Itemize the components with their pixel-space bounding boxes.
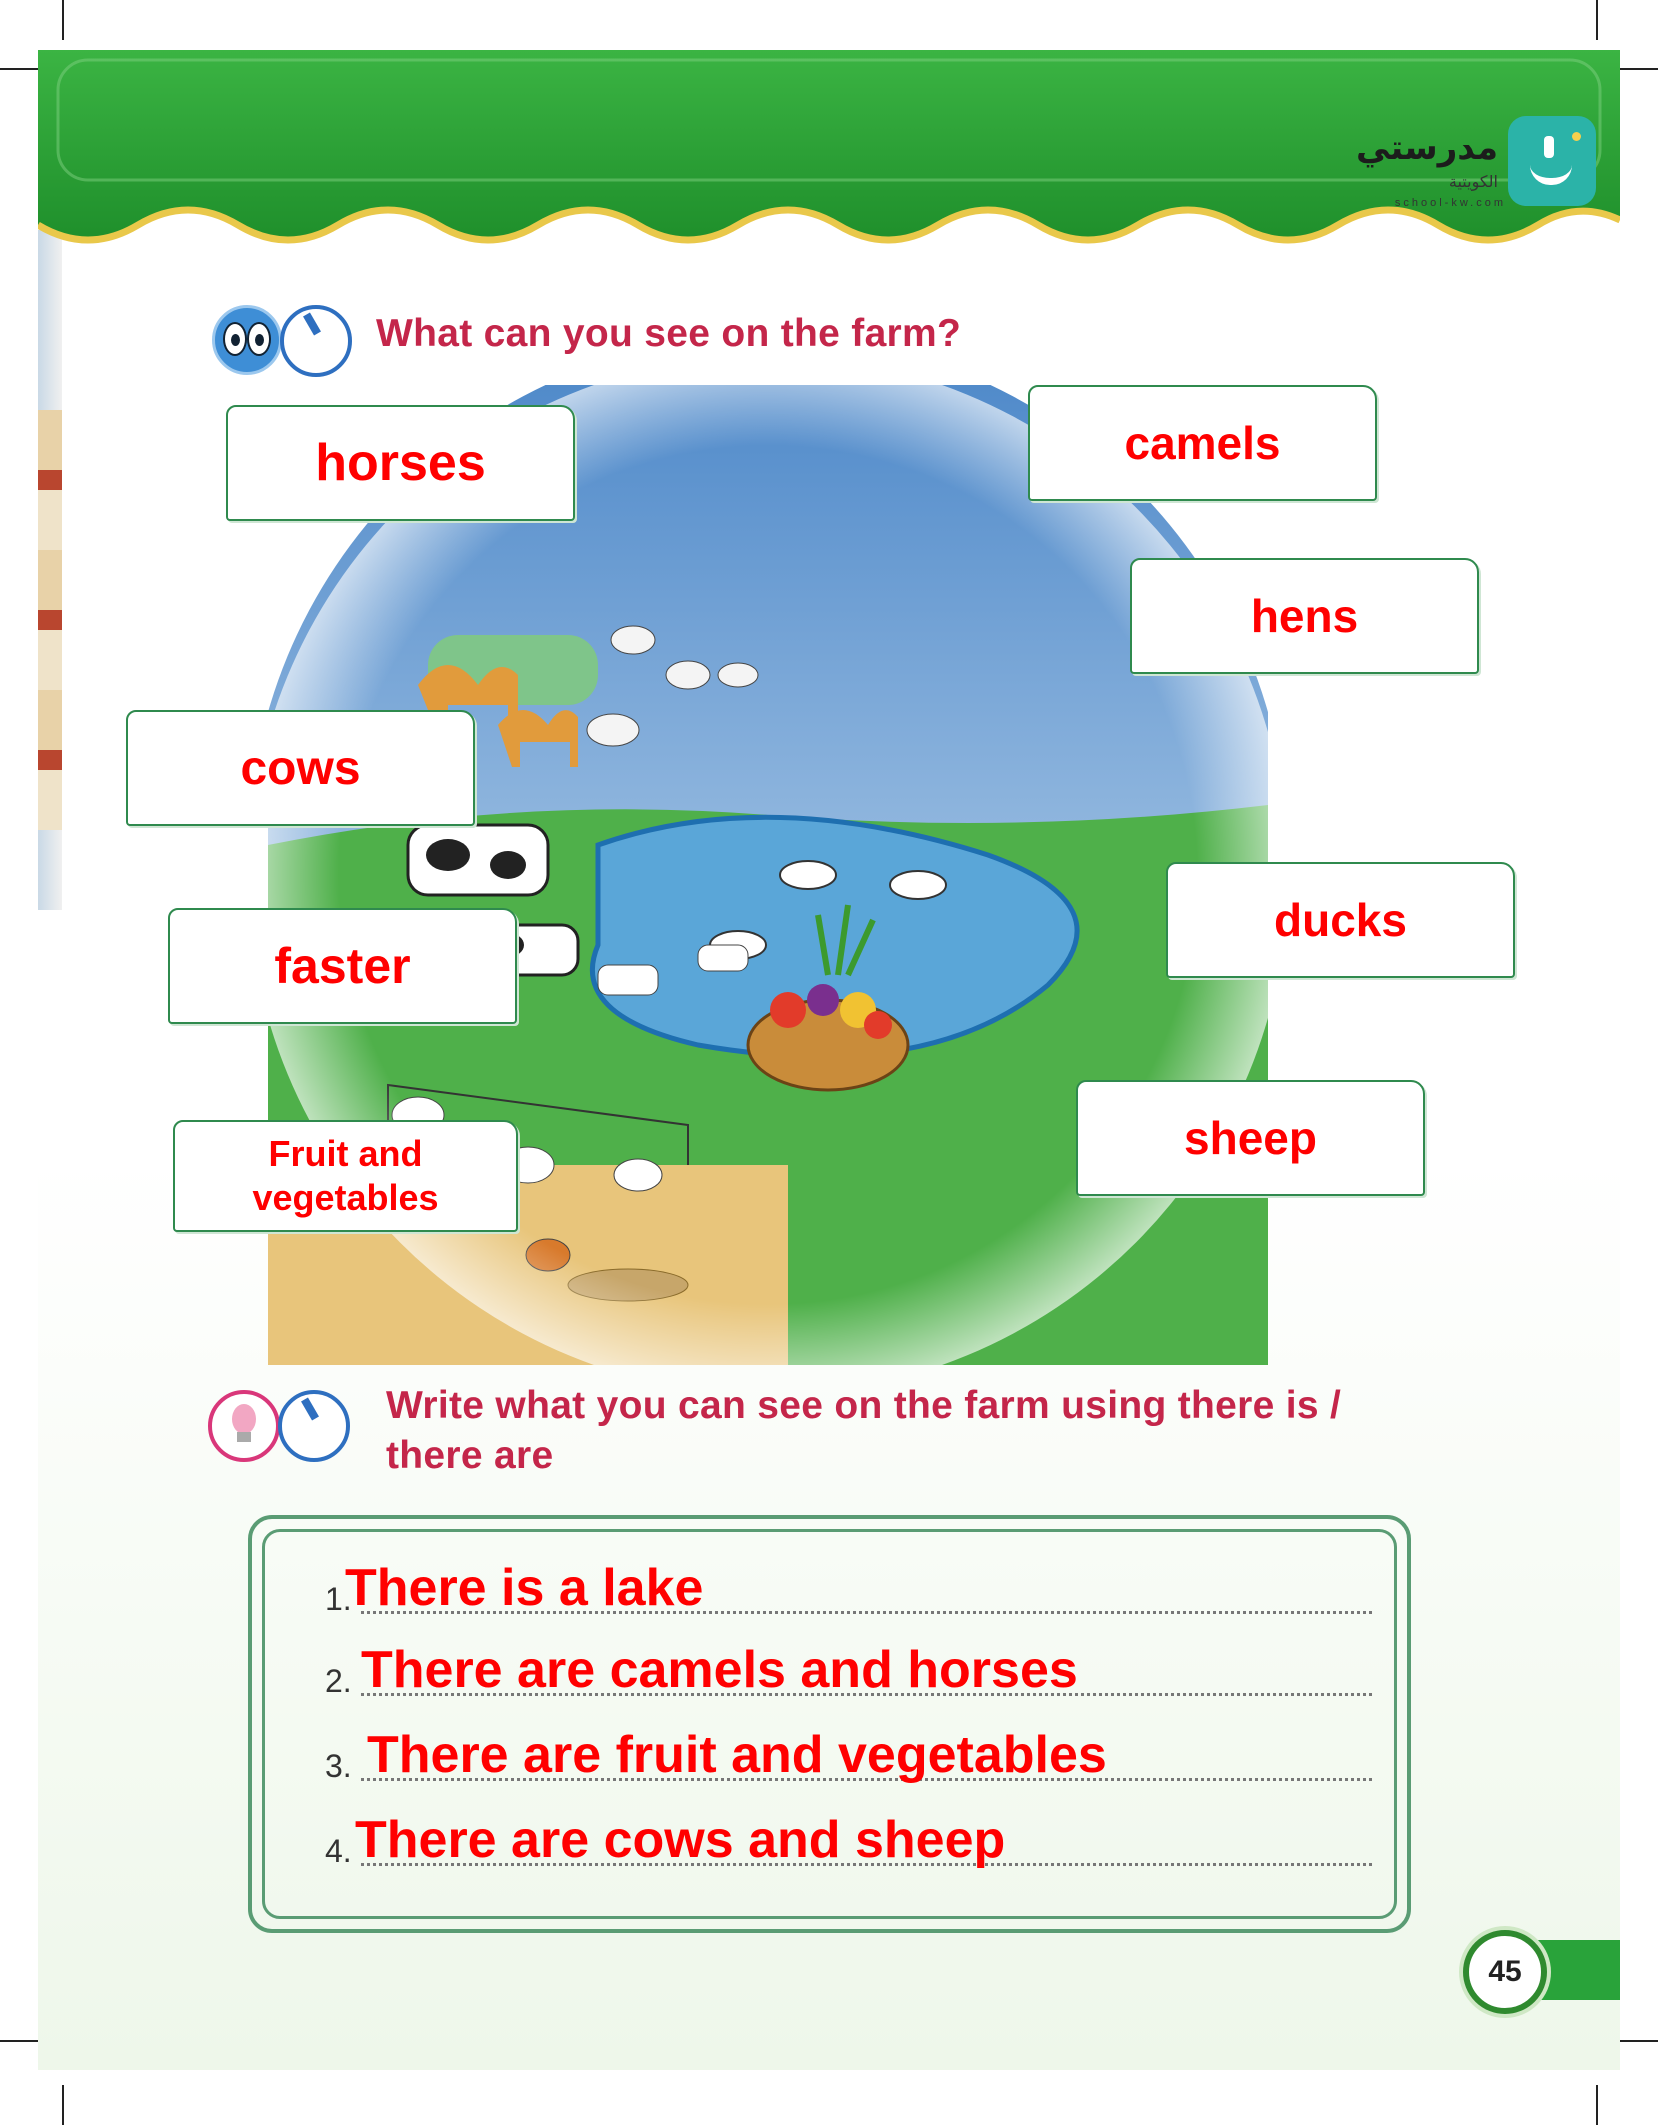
line-number: 1.	[325, 1581, 352, 1617]
crop-mark	[0, 2040, 40, 2042]
word-box-cows: cows	[126, 710, 475, 826]
answer-text: There are camels and horses	[361, 1641, 1078, 1699]
instruction-2-line-1: Write what you can see on the farm using there is /	[386, 1384, 1342, 1427]
word-box-faster: faster	[168, 908, 517, 1024]
answer-text: There are cows and sheep	[355, 1811, 1006, 1869]
answer-line-2[interactable]	[325, 1641, 1372, 1704]
crop-mark	[62, 0, 64, 40]
answer-box	[248, 1515, 1411, 1933]
logo	[1348, 80, 1548, 230]
page-number: 45	[1463, 1930, 1547, 2014]
answer-box-inner	[262, 1529, 1397, 1919]
crop-mark	[1618, 2040, 1658, 2042]
answer-line-1[interactable]	[325, 1559, 1372, 1622]
crop-mark	[1596, 0, 1598, 40]
word-box-fruit-and-vegetables: Fruit and vegetables	[173, 1120, 518, 1232]
instruction-1: What can you see on the farm?	[376, 312, 962, 355]
crop-mark	[1618, 68, 1658, 70]
side-illustration	[38, 410, 62, 830]
word-box-horses: horses	[226, 405, 575, 521]
logo-url: school-kw.com	[1394, 197, 1506, 209]
pencil-clock-icon	[280, 305, 352, 377]
crop-mark	[1596, 2085, 1598, 2125]
answer-line-3[interactable]	[325, 1726, 1372, 1789]
word-box-hens: hens	[1130, 558, 1479, 674]
logo-name: مدرستي	[1356, 128, 1498, 168]
logo-subtitle: الكويتية	[1448, 172, 1498, 191]
line-number: 2.	[325, 1663, 352, 1699]
crop-mark	[0, 68, 40, 70]
word-box-sheep: sheep	[1076, 1080, 1425, 1196]
instruction-2-line-2: there are	[386, 1434, 554, 1477]
logo-icon	[1508, 116, 1596, 206]
answer-text: There is a lake	[345, 1559, 704, 1617]
crop-mark	[62, 2085, 64, 2125]
answer-line-4[interactable]	[325, 1811, 1372, 1874]
page-tab	[1538, 1940, 1620, 2000]
word-box-camels: camels	[1028, 385, 1377, 501]
word-box-ducks: ducks	[1166, 862, 1515, 978]
workbook-page	[38, 50, 1620, 2070]
answer-text: There are fruit and vegetables	[367, 1726, 1107, 1784]
eyes-icon	[212, 305, 282, 375]
line-number: 4.	[325, 1833, 352, 1869]
pencil-clock-icon	[278, 1390, 350, 1462]
lightbulb-icon	[208, 1390, 280, 1462]
line-number: 3.	[325, 1748, 352, 1784]
